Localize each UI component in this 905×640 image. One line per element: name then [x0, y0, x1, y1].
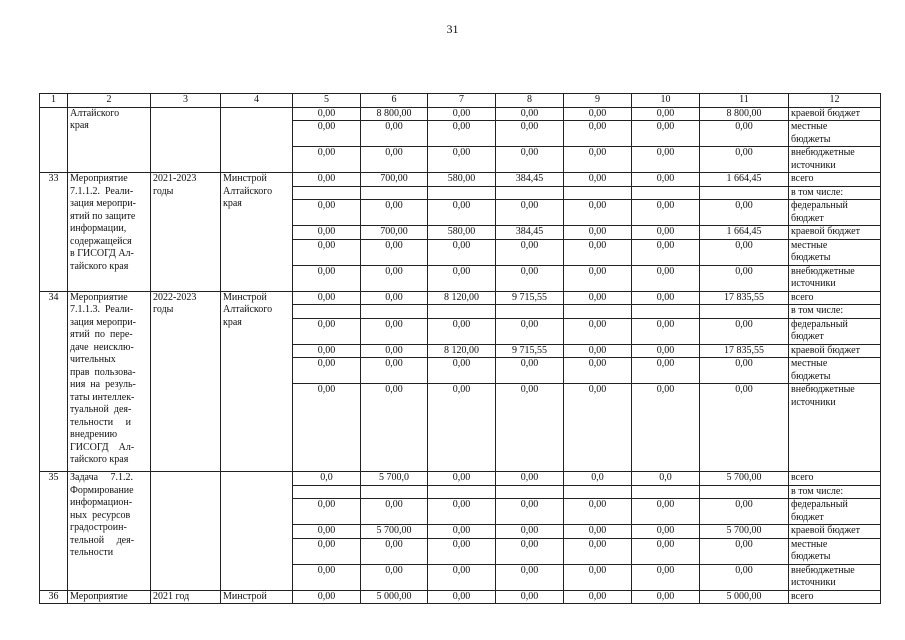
value-cell: 17 835,55: [700, 344, 789, 358]
value-cell: [496, 186, 564, 200]
value-cell: 0,00: [293, 291, 361, 305]
funding-source-cell: [789, 305, 881, 319]
event-name-cell-text: Задача 7.1.2. Формирование информацион- ных ресурсов градостроин- тельной дея- тельности: [70, 472, 135, 558]
value-cell: 0,00: [361, 265, 428, 291]
funding-source-text: краевой бюджет: [791, 226, 860, 237]
value-cell: 0,00: [293, 384, 361, 472]
value-cell: 0,00: [700, 121, 789, 147]
value-cell: 8 800,00: [361, 107, 428, 121]
value-cell: 384,45: [496, 226, 564, 240]
value-cell: 8 120,00: [428, 291, 496, 305]
column-header: 12: [789, 94, 881, 108]
column-header: 3: [151, 94, 221, 108]
value-cell: 0,00: [632, 344, 700, 358]
value-cell: 0,00: [700, 564, 789, 590]
row-number-cell: [40, 590, 68, 604]
value-cell: 580,00: [428, 173, 496, 187]
funding-source-text: внебюджетные источники: [791, 384, 855, 408]
executor-cell: [221, 472, 293, 591]
row-number-cell-text: 36: [48, 590, 59, 602]
value-cell: 1 664,45: [700, 226, 789, 240]
value-cell: 0,00: [293, 564, 361, 590]
years-cell: [151, 107, 221, 173]
funding-source-text: всего: [791, 173, 814, 184]
value-cell: [632, 305, 700, 319]
value-cell: 0,00: [496, 265, 564, 291]
value-cell: 0,00: [564, 147, 632, 173]
value-cell: 0,00: [700, 318, 789, 344]
value-cell: 5 700,0: [361, 472, 428, 486]
value-cell: 0,00: [564, 564, 632, 590]
value-cell: 0,00: [428, 107, 496, 121]
value-cell: 580,00: [428, 226, 496, 240]
funding-source-cell: [789, 107, 881, 121]
funding-source-cell: [789, 485, 881, 499]
value-cell: 1 664,45: [700, 173, 789, 187]
years-cell-text: 2021 год: [153, 590, 190, 602]
funding-source-text: всего: [791, 590, 814, 602]
executor-cell-text: Минстрой Алтайского края: [223, 173, 273, 209]
header-row: [40, 94, 881, 108]
funding-source-text: в том числе:: [791, 305, 844, 316]
value-cell: 0,00: [361, 291, 428, 305]
value-cell: [293, 305, 361, 319]
value-cell: [361, 485, 428, 499]
executor-cell: [221, 173, 293, 292]
row-number-cell-text: 35: [48, 472, 59, 483]
funding-source-cell: [789, 226, 881, 240]
funding-source-text: федеральный бюджет: [791, 318, 848, 342]
funding-source-cell: [789, 265, 881, 291]
funding-source-text: федеральный бюджет: [791, 499, 848, 523]
value-cell: 0,00: [632, 226, 700, 240]
value-cell: 0,00: [700, 147, 789, 173]
value-cell: 0,00: [632, 499, 700, 525]
value-cell: 0,00: [428, 590, 496, 604]
funding-source-text: внебюджетные источники: [791, 265, 855, 289]
value-cell: 0,00: [496, 538, 564, 564]
value-cell: 0,00: [700, 538, 789, 564]
value-cell: 0,00: [496, 200, 564, 226]
budget-table: [39, 93, 881, 604]
value-cell: 0,00: [496, 499, 564, 525]
funding-source-cell: [789, 472, 881, 486]
value-cell: 0,00: [632, 590, 700, 604]
value-cell: 0,00: [293, 200, 361, 226]
funding-source-cell: [789, 564, 881, 590]
funding-source-text: всего: [791, 472, 814, 483]
value-cell: 0,00: [293, 107, 361, 121]
value-cell: 0,00: [564, 265, 632, 291]
value-cell: 0,00: [632, 318, 700, 344]
funding-source-text: в том числе:: [791, 485, 844, 497]
value-cell: [428, 186, 496, 200]
value-cell: 0,00: [564, 590, 632, 604]
funding-source-cell: [789, 121, 881, 147]
value-cell: 0,00: [361, 499, 428, 525]
column-header: 9: [564, 94, 632, 108]
column-header: 6: [361, 94, 428, 108]
value-cell: 0,00: [564, 173, 632, 187]
value-cell: 0,00: [496, 121, 564, 147]
value-cell: 0,00: [700, 239, 789, 265]
funding-source-cell: [789, 239, 881, 265]
value-cell: 0,00: [293, 358, 361, 384]
value-cell: 0,00: [564, 499, 632, 525]
value-cell: 0,00: [632, 358, 700, 384]
funding-source-text: местные бюджеты: [791, 358, 831, 382]
funding-source-cell: [789, 147, 881, 173]
value-cell: 5 700,00: [361, 525, 428, 539]
value-cell: [293, 186, 361, 200]
value-cell: 0,00: [428, 318, 496, 344]
event-name-cell: [68, 107, 151, 173]
table-row: [40, 291, 881, 305]
value-cell: 0,00: [496, 147, 564, 173]
value-cell: 5 700,00: [700, 472, 789, 486]
funding-source-cell: [789, 291, 881, 305]
value-cell: 9 715,55: [496, 344, 564, 358]
table-row: [40, 472, 881, 486]
row-number-cell: [40, 173, 68, 292]
value-cell: 0,00: [700, 358, 789, 384]
value-cell: 0,00: [564, 318, 632, 344]
funding-source-cell: [789, 590, 881, 604]
value-cell: 0,00: [632, 384, 700, 472]
value-cell: 0,00: [361, 564, 428, 590]
funding-source-cell: [789, 186, 881, 200]
value-cell: 0,00: [496, 318, 564, 344]
value-cell: 0,00: [564, 291, 632, 305]
value-cell: 0,00: [361, 200, 428, 226]
funding-source-text: в том числе:: [791, 186, 844, 198]
row-number-cell: [40, 291, 68, 472]
value-cell: 0,00: [564, 344, 632, 358]
value-cell: 0,00: [700, 265, 789, 291]
value-cell: 5 000,00: [361, 590, 428, 604]
value-cell: 0,00: [564, 384, 632, 472]
value-cell: 0,00: [293, 226, 361, 240]
funding-source-cell: [789, 538, 881, 564]
years-cell: [151, 291, 221, 472]
years-cell-text: 2021-2023 годы: [153, 173, 197, 197]
value-cell: 0,00: [293, 499, 361, 525]
column-header: 10: [632, 94, 700, 108]
executor-cell: [221, 590, 293, 604]
value-cell: 0,00: [700, 384, 789, 472]
table-row: [40, 590, 881, 604]
value-cell: 17 835,55: [700, 291, 789, 305]
funding-source-cell: [789, 499, 881, 525]
value-cell: 0,00: [361, 239, 428, 265]
funding-source-cell: [789, 384, 881, 472]
value-cell: 0,00: [428, 525, 496, 539]
value-cell: 0,00: [293, 318, 361, 344]
event-name-cell: [68, 472, 151, 591]
executor-cell-text: Минстрой Алтайского края: [223, 291, 273, 328]
funding-source-text: федеральный бюджет: [791, 200, 848, 224]
executor-cell: [221, 107, 293, 173]
funding-source-text: местные бюджеты: [791, 121, 831, 145]
value-cell: 0,00: [361, 358, 428, 384]
value-cell: 9 715,55: [496, 291, 564, 305]
event-name-cell-text: Мероприятие 7.1.1.3. Реали- зация меропри- ятий по пере- даче неисклю- чительных прав пользова- ния на резуль- таты интеллек- туальной дея- тельности и внедрению ГИСОГД Ал- тайского края: [70, 291, 136, 465]
value-cell: 0,00: [496, 107, 564, 121]
value-cell: [564, 186, 632, 200]
value-cell: 0,00: [564, 121, 632, 147]
funding-source-text: всего: [791, 291, 814, 303]
value-cell: 0,00: [496, 472, 564, 486]
value-cell: 384,45: [496, 173, 564, 187]
value-cell: 0,00: [428, 499, 496, 525]
funding-source-cell: [789, 200, 881, 226]
row-number-cell: [40, 107, 68, 173]
value-cell: 0,00: [496, 384, 564, 472]
column-header: 4: [221, 94, 293, 108]
value-cell: 0,00: [632, 538, 700, 564]
column-header: 8: [496, 94, 564, 108]
value-cell: 0,00: [564, 525, 632, 539]
value-cell: [564, 305, 632, 319]
value-cell: 0,00: [700, 499, 789, 525]
table-body: [40, 94, 881, 604]
years-cell: [151, 472, 221, 591]
column-header: 5: [293, 94, 361, 108]
table-row: [40, 173, 881, 187]
value-cell: [428, 485, 496, 499]
value-cell: 0,00: [564, 226, 632, 240]
executor-cell-text: Минстрой: [223, 590, 267, 602]
value-cell: 8 120,00: [428, 344, 496, 358]
value-cell: 0,00: [564, 358, 632, 384]
years-cell: [151, 173, 221, 292]
value-cell: 0,00: [361, 538, 428, 564]
column-header: 7: [428, 94, 496, 108]
value-cell: [293, 485, 361, 499]
value-cell: 0,00: [361, 344, 428, 358]
value-cell: 0,00: [428, 384, 496, 472]
row-number-cell-text: 33: [48, 173, 59, 184]
funding-source-cell: [789, 525, 881, 539]
value-cell: 5 000,00: [700, 590, 789, 604]
event-name-cell: [68, 291, 151, 472]
value-cell: 0,00: [496, 590, 564, 604]
value-cell: 0,00: [700, 200, 789, 226]
value-cell: [700, 186, 789, 200]
funding-source-cell: [789, 344, 881, 358]
value-cell: 0,00: [632, 121, 700, 147]
value-cell: [700, 305, 789, 319]
event-name-cell-text: Мероприятие 7.1.1.2. Реали- зация меропри- ятий по защите информации, содержащейся в ГИСОГД Ал- тайского края: [70, 173, 136, 272]
value-cell: 0,00: [361, 318, 428, 344]
value-cell: 8 800,00: [700, 107, 789, 121]
row-number-cell-text: 34: [48, 291, 59, 303]
value-cell: 0,00: [428, 200, 496, 226]
value-cell: 0,00: [632, 173, 700, 187]
page-number: 31: [446, 22, 459, 36]
value-cell: [564, 485, 632, 499]
value-cell: 0,00: [428, 239, 496, 265]
value-cell: 0,00: [361, 147, 428, 173]
value-cell: 0,00: [293, 525, 361, 539]
value-cell: 0,00: [632, 291, 700, 305]
value-cell: [632, 186, 700, 200]
value-cell: 0,00: [632, 564, 700, 590]
funding-source-text: краевой бюджет: [791, 344, 860, 356]
value-cell: 700,00: [361, 226, 428, 240]
value-cell: 0,00: [428, 147, 496, 173]
value-cell: 700,00: [361, 173, 428, 187]
value-cell: 0,0: [564, 472, 632, 486]
value-cell: 0,00: [428, 265, 496, 291]
value-cell: 0,00: [632, 525, 700, 539]
value-cell: 0,00: [632, 107, 700, 121]
value-cell: [632, 485, 700, 499]
value-cell: 0,00: [293, 173, 361, 187]
value-cell: 0,00: [428, 538, 496, 564]
value-cell: [361, 305, 428, 319]
value-cell: [496, 305, 564, 319]
value-cell: 0,0: [293, 472, 361, 486]
years-cell-text: 2022-2023 годы: [153, 291, 197, 315]
row-number-cell: [40, 472, 68, 591]
value-cell: 0,00: [496, 525, 564, 539]
value-cell: 0,00: [293, 538, 361, 564]
event-name-cell: [68, 173, 151, 292]
value-cell: 0,00: [361, 384, 428, 472]
value-cell: 0,00: [496, 564, 564, 590]
value-cell: 0,0: [632, 472, 700, 486]
value-cell: 0,00: [293, 239, 361, 265]
funding-source-text: краевой бюджет: [791, 107, 860, 119]
funding-source-text: местные бюджеты: [791, 239, 831, 263]
funding-source-text: внебюджетные источники: [791, 564, 855, 588]
funding-source-text: краевой бюджет: [791, 525, 860, 536]
value-cell: 0,00: [293, 147, 361, 173]
value-cell: 0,00: [564, 107, 632, 121]
column-header: 2: [68, 94, 151, 108]
value-cell: [428, 305, 496, 319]
value-cell: 0,00: [496, 358, 564, 384]
funding-source-cell: [789, 358, 881, 384]
value-cell: 0,00: [496, 239, 564, 265]
value-cell: 0,00: [564, 200, 632, 226]
funding-source-cell: [789, 318, 881, 344]
funding-source-text: внебюджетные источники: [791, 147, 855, 171]
value-cell: 0,00: [361, 121, 428, 147]
table-row: [40, 107, 881, 121]
value-cell: 0,00: [632, 200, 700, 226]
value-cell: 0,00: [428, 564, 496, 590]
value-cell: 5 700,00: [700, 525, 789, 539]
funding-source-cell: [789, 173, 881, 187]
executor-cell: [221, 291, 293, 472]
value-cell: 0,00: [564, 538, 632, 564]
value-cell: 0,00: [632, 147, 700, 173]
value-cell: 0,00: [293, 121, 361, 147]
event-name-cell-text: Алтайского края: [70, 107, 120, 131]
years-cell: [151, 590, 221, 604]
event-name-cell-text: Мероприятие: [70, 590, 128, 602]
value-cell: 0,00: [632, 239, 700, 265]
value-cell: 0,00: [293, 265, 361, 291]
value-cell: 0,00: [428, 121, 496, 147]
value-cell: 0,00: [428, 472, 496, 486]
value-cell: [361, 186, 428, 200]
funding-source-text: местные бюджеты: [791, 538, 831, 562]
value-cell: 0,00: [293, 590, 361, 604]
value-cell: [700, 485, 789, 499]
event-name-cell: [68, 590, 151, 604]
value-cell: [496, 485, 564, 499]
value-cell: 0,00: [564, 239, 632, 265]
column-header: 11: [700, 94, 789, 108]
value-cell: 0,00: [428, 358, 496, 384]
value-cell: 0,00: [632, 265, 700, 291]
column-header: 1: [40, 94, 68, 108]
value-cell: 0,00: [293, 344, 361, 358]
